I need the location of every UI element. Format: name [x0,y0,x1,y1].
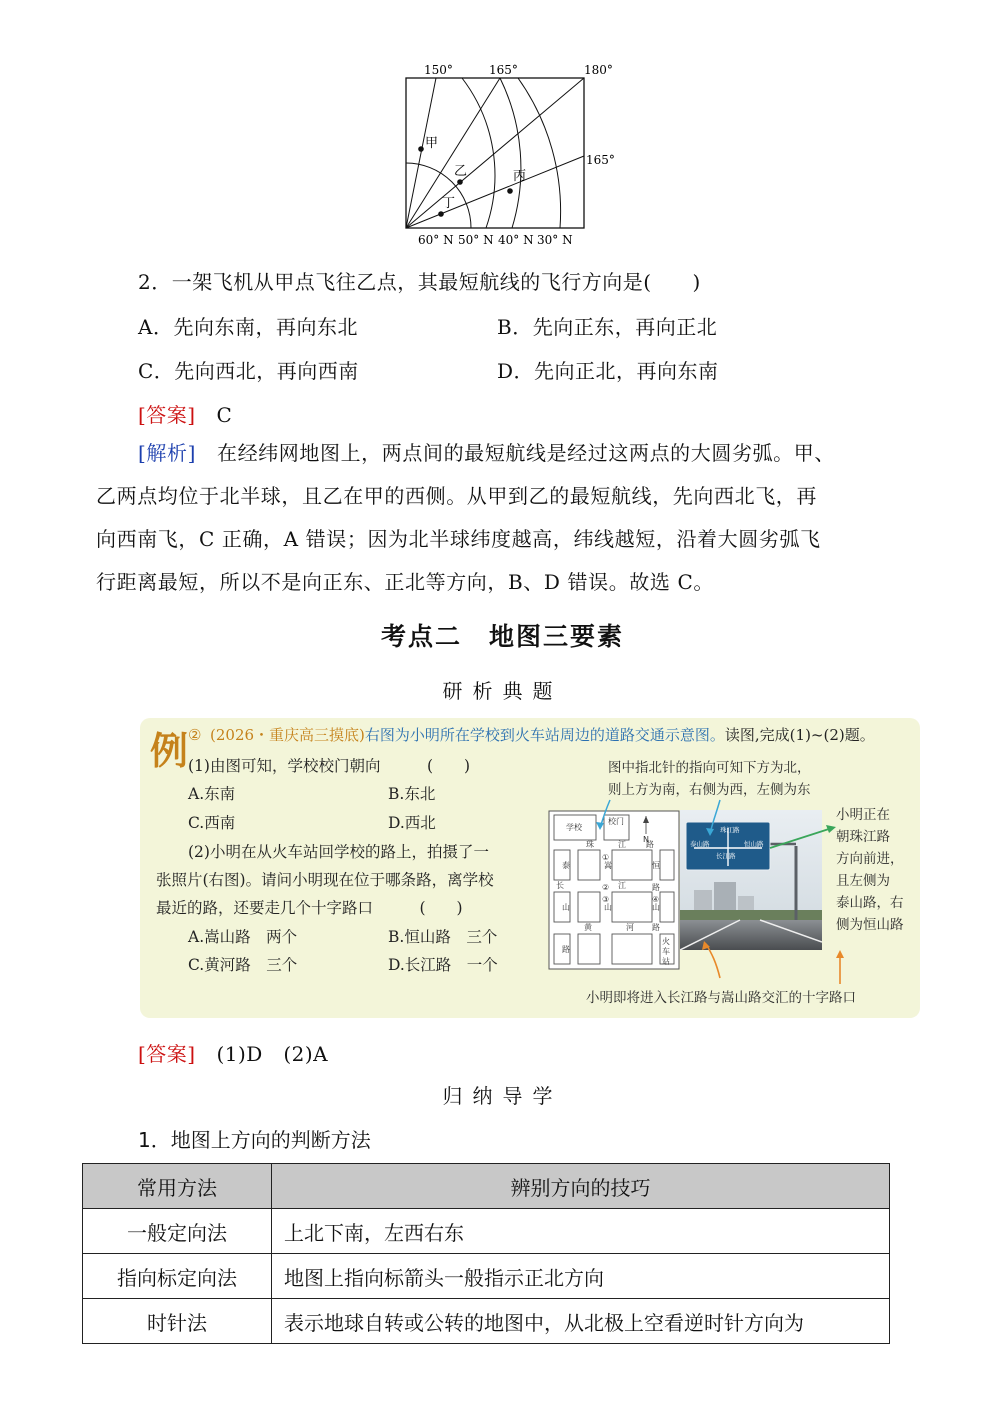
q2-opt-d: D.长江路 一个 [388,956,498,974]
map-n2: ② [602,883,610,892]
label-yi: 乙 [454,164,468,179]
label-jia: 甲 [425,136,439,151]
example-answer-line [138,1038,328,1067]
table-header-row [83,1164,890,1209]
label-40n: 40° N [498,233,534,247]
example-answer-value: (1)D (2)A [216,1042,329,1066]
label-150: 150° [424,63,453,77]
table-row [83,1254,890,1299]
analysis-line-3: 向西南飞，C 正确，A 错误；因为北半球纬度越高，纬线越短，沿着大圆劣弧飞 [96,527,821,551]
answer-value: C [216,403,233,427]
map-shan1: 山 [562,903,570,912]
label-ding: 丁 [442,196,456,211]
map-tai: 泰 [562,861,570,870]
note-bottom: 小明即将进入长江路与嵩山路交汇的十字路口 [586,990,856,1006]
map-n3: ③ [602,895,610,904]
note-right-3: 方向前进， [836,851,904,867]
map-chang: 长 [556,881,564,890]
map-he: 河 [626,923,634,932]
option-a: A．先向东南，再向东北 [138,315,358,339]
parallel-40 [500,78,521,228]
q1-opt-b: B.东北 [388,785,436,803]
note-top-1: 图中指北针的指向可知下方为北， [608,760,811,776]
meridian-180 [406,78,584,228]
note-right-2: 朝珠江路 [836,829,890,845]
q2-opt-b: B.恒山路 三个 [388,928,498,946]
analysis-line-4: 行距离最短，所以不是向正东、正北等方向，B、D 错误。故选 C。 [96,570,714,594]
example-q2-line2: 张照片(右图)。请问小明现在位于哪条路，离学校 [156,871,494,889]
example-intro: 右图为小明所在学校到火车站周边的道路交通示意图。 [364,726,725,744]
map-song: 嵩 [604,861,612,870]
table-row [83,1299,890,1344]
map-zhu: 珠 [586,840,594,849]
map-heng: 恒 [652,861,660,870]
note-right-4: 且左侧为 [836,873,890,889]
map-school: 学校 [566,823,582,832]
map-huang: 黄 [584,923,592,932]
example-intro-tail: 读图,完成(1)~(2)题。 [724,726,875,744]
guide-subtitle: 归纳导学 [442,1084,563,1108]
map-shan2: 山 [652,903,660,912]
table-header-tips: 辨别方向的技巧 [272,1164,890,1209]
analysis-line-2: 乙两点均位于北半球，且乙在甲的西侧。从甲到乙的最短航线，先向西北飞，再 [96,484,817,508]
example-source: (2026・重庆高三摸底) [210,726,365,744]
map-zhan: 站 [662,957,670,966]
analysis-tag: [解析] [138,441,197,465]
example-intro-line [210,724,875,745]
table-row [83,1209,890,1254]
table-cell: 一般定向法 [83,1209,272,1254]
example-q2-line3: 最近的路，还要走几个十字路口 ( ) [156,899,463,917]
example-number: ② [188,726,202,744]
map-lu4: 路 [652,883,660,892]
point-jia [418,146,424,152]
point-yi [457,179,463,185]
label-60n: 60° N [418,233,454,247]
table-cell: 地图上指向标箭头一般指示正北方向 [272,1254,890,1299]
note-right-1: 小明正在 [836,807,890,823]
q1-opt-a: A.东南 [188,785,236,803]
section-title: 考点二 地图三要素 [380,622,624,651]
table-cell: 时针法 [83,1299,272,1344]
map-n1: ① [602,853,610,862]
map-lu2: 路 [652,923,660,932]
annotation-arrows [540,748,920,998]
example-badge: 例 [150,729,189,773]
sign-top: 珠江路 [720,826,740,834]
map-huo: 火 [662,937,670,946]
option-c: C．先向西北，再向西南 [138,359,359,383]
label-165: 165° [489,63,518,77]
label-bing: 丙 [513,169,527,184]
map-shan3: 山 [604,903,612,912]
parallel-30 [518,78,561,228]
label-180: 180° [584,63,613,77]
map-gate: 校门 [608,817,624,826]
sign-right: 恒山路 [744,840,764,848]
map-north: N [643,835,649,844]
question-stem: 2．一架飞机从甲点飞往乙点，其最短航线的飞行方向是( ) [138,270,701,294]
arrow-orange-2 [706,944,720,978]
q2-opt-c: C.黄河路 三个 [188,956,298,974]
map-n4: ④ [652,895,660,904]
arrow-green [770,828,832,848]
q2-opt-a: A.嵩山路 两个 [188,928,298,946]
analysis-block [96,432,896,604]
sign-left: 泰山路 [690,840,710,848]
table-cell: 上北下南，左西右东 [272,1209,890,1254]
table-cell: 指向标定向法 [83,1254,272,1299]
q1-opt-d: D.西北 [388,814,436,832]
note-right-5: 泰山路，右 [836,895,904,911]
example-answer-tag: [答案] [138,1042,196,1066]
map-che: 车 [662,947,670,956]
section-subtitle: 研析典题 [442,679,563,703]
example-q1: (1)由图可知，学校校门朝向 ( ) [188,757,471,775]
point-ding [438,211,444,217]
table-header-method: 常用方法 [83,1164,272,1209]
label-50n: 50° N [458,233,494,247]
answer-tag: [答案] [138,403,196,427]
label-30n: 30° N [537,233,573,247]
option-d: D．先向正北，再向东南 [497,359,719,383]
note-right-6: 侧为恒山路 [836,917,904,933]
example-box [140,718,920,1018]
label-165-right: 165° [586,153,615,167]
table-cell: 表示地球自转或公转的地图中，从北极上空看逆时针方向为 [272,1299,890,1344]
example-q2-line1: (2)小明在从火车站回学校的路上，拍摄了一 [188,843,489,861]
point-bing [507,188,513,194]
map-lu3: 路 [562,945,570,954]
answer-line [138,399,232,428]
analysis-line-1: 在经纬网地图上，两点间的最短航线是经过这两点的大圆劣弧。甲、 [216,441,835,465]
guide-heading: 1．地图上方向的判断方法 [138,1128,371,1152]
map-jiang1: 江 [618,840,626,849]
q1-opt-c: C.西南 [188,814,236,832]
note-top-2: 则上方为南，右侧为西，左侧为东 [608,782,811,798]
option-b: B．先向正东，再向正北 [497,315,718,339]
direction-methods-table [82,1163,890,1344]
map-jiang2: 江 [618,881,626,890]
meridian-150 [406,78,439,228]
map-lu1: 路 [646,840,654,849]
sign-mid: 长江路 [716,852,736,860]
graticule-map [400,58,625,248]
